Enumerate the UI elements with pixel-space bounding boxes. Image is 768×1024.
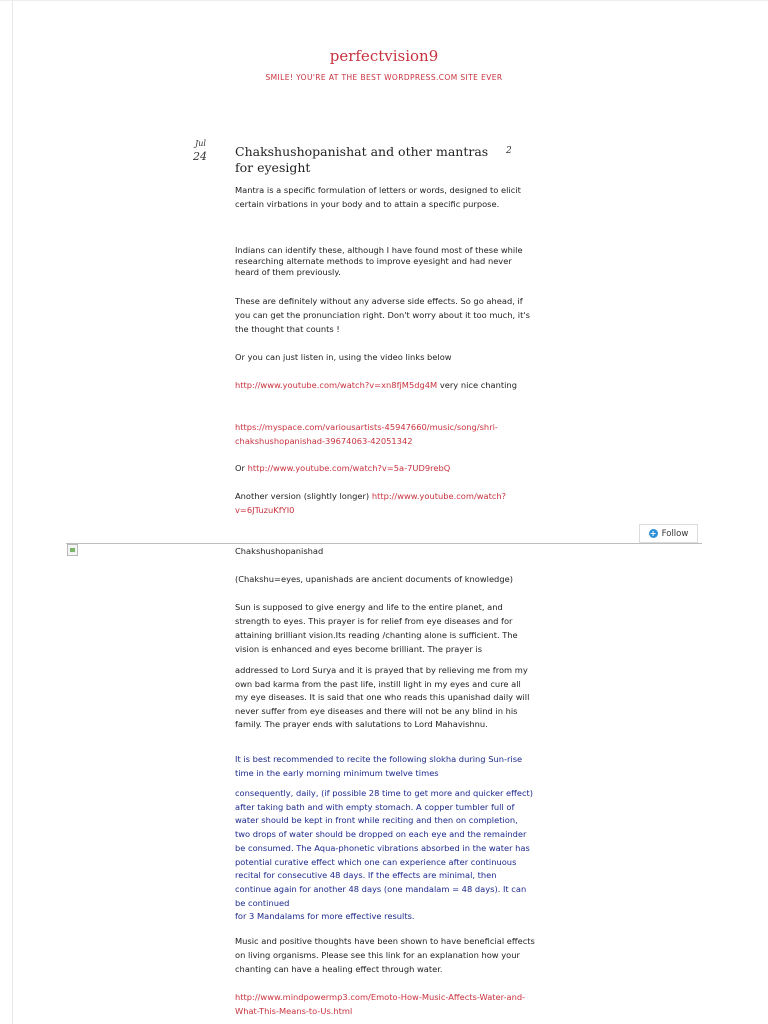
- top-border: [0, 0, 768, 1]
- link-prefix: Or: [235, 463, 248, 473]
- post-paragraph-highlight: for 3 Mandalams for more effective results.: [235, 911, 415, 921]
- post-paragraph: Mantra is a specific formulation of letters or words, designed to elicit certain virbations in your body and to attain a specific purpose.: [235, 185, 521, 209]
- post-paragraph: addressed to Lord Surya and it is prayed that by relieving me from my own bad karma from the past life, instill light in my eyes and cure all my eye diseases. It is said that one who reads this upanishad daily will never suffer from eye diseases and there will not be any blind in his family. The prayer ends with salutations to Lord Mahavishnu.: [235, 665, 530, 729]
- post-paragraph: Or you can just listen in, using the video links below: [235, 352, 452, 362]
- post-paragraph: Music and positive thoughts have been shown to have beneficial effects on living organisms. Please see this link for an explanation how your chanting can have a healing effect through water.: [235, 936, 535, 974]
- post-paragraph-highlight: consequently, daily, (if possible 28 time to get more and quicker effect) after taking bath and with empty stomach. A copper tumbler full of water should be kept in front while reciting and then on completion, two drops of water should be dropped on each eye and the remainder be consumed. The Aqua-phonetic vibrations absorbed in the water has potential curative effect which one can experience after continuous recital for consecutive 48 days. If the effects are minimal, then continue again for another 48 days (one mandalam = 48 days). It can be continued: [235, 788, 534, 908]
- link-paragraph: [235, 489, 535, 517]
- myspace-link[interactable]: https://myspace.com/variousartists-45947660/music/song/shri-chakshushopanishad-39674063-42051342: [235, 422, 498, 446]
- comment-count[interactable]: 2: [506, 146, 512, 156]
- plus-circle-icon: +: [649, 529, 657, 538]
- link-note: very nice chanting: [437, 380, 517, 390]
- post-date-month: Jul: [195, 139, 206, 148]
- site-title[interactable]: perfectvision9: [329, 47, 439, 65]
- link-paragraph: [235, 461, 535, 475]
- post-paragraph: Chakshushopanishad: [235, 546, 324, 556]
- post-paragraph: (Chakshu=eyes, upanishads are ancient documents of knowledge): [235, 574, 513, 584]
- mindpower-link[interactable]: http://www.mindpowermp3.com/Emoto-How-Music-Affects-Water-and-What-This-Means-to-Us.html: [235, 992, 526, 1016]
- post-paragraph: Indians can identify these, although I have found most of these while researching alternate methods to improve eyesight and had never heard of them previously.: [235, 245, 523, 277]
- youtube-link[interactable]: http://www.youtube.com/watch?v=6JTuzuKfYI0: [235, 491, 507, 515]
- link-prefix: Another version (slightly longer): [235, 491, 372, 501]
- post-date-day: 24: [193, 150, 207, 163]
- follow-label: Follow: [661, 528, 689, 539]
- link-paragraph: [235, 378, 535, 392]
- post-paragraph-highlight: It is best recommended to recite the following slokha during Sun-rise time in the early morning minimum twelve times: [235, 754, 523, 778]
- youtube-link[interactable]: http://www.youtube.com/watch?v=5a-7UD9rebQ: [247, 463, 451, 473]
- post-paragraph: Sun is supposed to give energy and life to the entire planet, and strength to eyes. This prayer is for relief from eye diseases and for attaining brilliant vision.Its reading /chanting alone is sufficient. The vision is enhanced and eyes become brilliant. The prayer is: [235, 602, 518, 654]
- link-paragraph: [235, 420, 535, 448]
- youtube-link[interactable]: http://www.youtube.com/watch?v=xn8fjM5dg4M: [235, 380, 438, 390]
- post-title[interactable]: Chakshushopanishat and other mantras for eyesight: [235, 144, 489, 175]
- link-paragraph: [235, 990, 535, 1018]
- broken-image-icon: [67, 544, 78, 556]
- follow-button[interactable]: [639, 524, 698, 543]
- post-paragraph: These are definitely without any adverse side effects. So go ahead, if you can get the pronunciation right. Don't worry about it too much, it's the thought that counts !: [235, 296, 530, 334]
- site-tagline: SMILE! YOU'RE AT THE BEST WORDPRESS.COM SITE EVER: [265, 73, 503, 82]
